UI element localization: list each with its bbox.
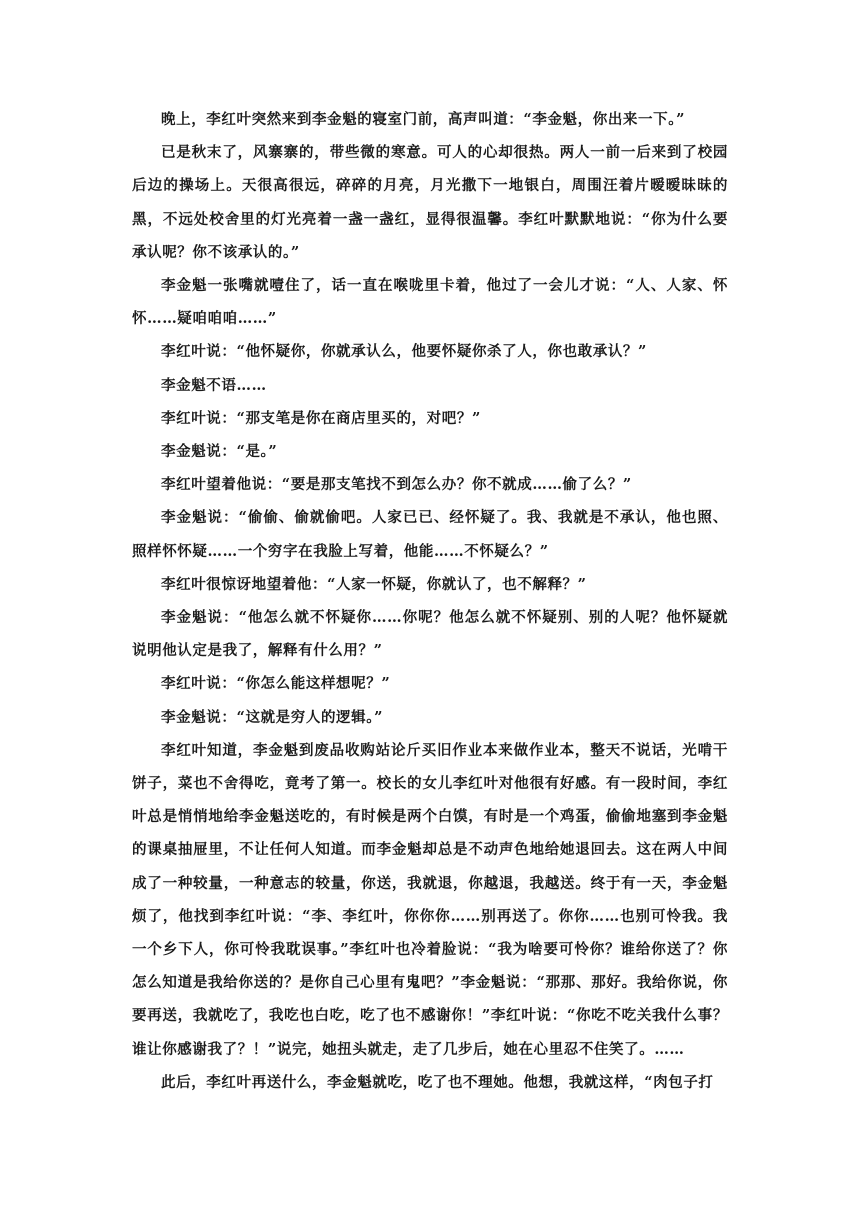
paragraph: 此后，李红叶再送什么，李金魁就吃，吃了也不理她。他想，我就这样，“肉包子打 (161, 1073, 714, 1091)
paragraph: 李金魁不语…… (161, 376, 267, 394)
paragraph: 李金魁说：“是。” (161, 443, 278, 461)
paragraph: 李金魁一张嘴就噎住了，话一直在喉咙里卡着，他过了一会儿才说：“人、人家、怀怀……疑咱咱咱……” (132, 277, 728, 328)
document-body (132, 103, 728, 1099)
paragraph: 李红叶说：“那支笔是你在商店里买的，对吧？” (161, 409, 481, 427)
paragraph: 已是秋末了，风寨寨的，带些微的寒意。可人的心却很热。两人一前一后来到了校园后边的操场上。天很高很远，碎碎的月亮，月光撒下一地银白，周围汪着片暧暧昧昧的黑，不远处校舍里的灯光亮着一盏一盏红，显得很温馨。李红叶默默地说：“你为什么要承认呢？你不该承认的。” (132, 144, 728, 261)
paragraph: 李金魁说：“这就是穷人的逻辑。” (161, 708, 384, 726)
paragraph: 李红叶知道，李金魁到废品收购站论斤买旧作业本来做作业本，整天不说话，光啃干饼子，菜也不舍得吃，竟考了第一。校长的女儿李红叶对他很有好感。有一段时间，李红叶总是悄悄地给李金魁送吃的，有时候是两个白馍，有时是一个鸡蛋，偷偷地塞到李金魁的课桌抽屉里，不让任何人知道。而李金魁却总是不动声色地给她退回去。这在两人中间成了一种较量，一种意志的较量，你送，我就退，你越退，我越送。终于有一天，李金魁烦了，他找到李红叶说：“李、李红叶，你你你……别再送了。你你……也别可怜我。我一个乡下人，你可怜我耽误事。”李红叶也冷着脸说：“我为啥要可怜你？谁给你送了？你怎么知道是我给你送的？是你自己心里有鬼吧？”李金魁说：“那那、那好。我给你说，你要再送，我就吃了，我吃也白吃，吃了也不感谢你！”李红叶说：“你吃不吃关我什么事？谁让你感谢我了？！”说完，她扭头就走，走了几步后，她在心里忍不住笑了。…… (132, 741, 728, 1058)
paragraph: 晚上，李红叶突然来到李金魁的寝室门前，高声叫道：“李金魁，你出来一下。” (161, 111, 686, 128)
paragraph: 李红叶很惊讶地望着他：“人家一怀疑，你就认了，也不解释？” (161, 575, 587, 593)
paragraph: 李红叶望着他说：“要是那支笔找不到怎么办？你不就成……偷了么？” (161, 476, 632, 494)
paragraph: 李金魁说：“他怎么就不怀疑你……你呢？他怎么就不怀疑别、别的人呢？他怀疑就说明他认定是我了，解释有什么用？” (132, 609, 728, 660)
paragraph: 李金魁说：“偷偷、偷就偷吧。人家已已、经怀疑了。我、我就是不承认，他也照、照样怀怀疑……一个穷字在我脸上写着，他能……不怀疑么？” (132, 509, 728, 560)
paragraph: 李红叶说：“他怀疑你，你就承认么，他要怀疑你杀了人，你也敢承认？” (161, 343, 647, 361)
paragraph: 李红叶说：“你怎么能这样想呢？” (161, 675, 391, 693)
